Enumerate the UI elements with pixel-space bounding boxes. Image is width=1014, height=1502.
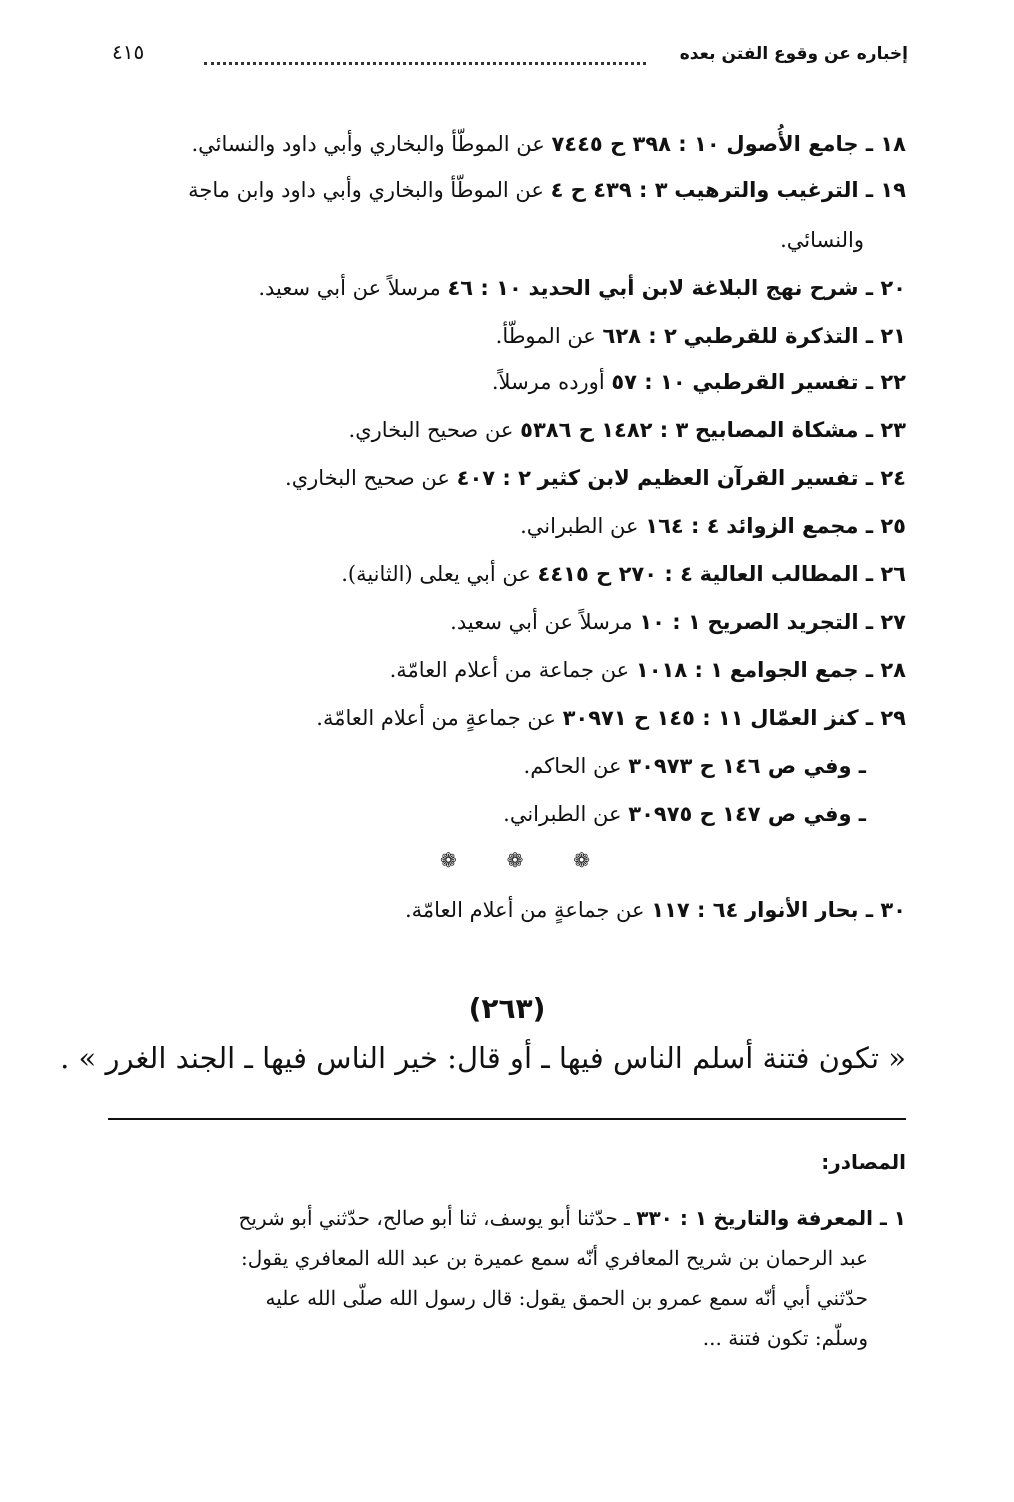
source-location: ١ : ٣٣٠	[636, 1206, 708, 1230]
source-line: ١ ـ المعرفة والتاريخ ١ : ٣٣٠ ـ حدّثنا أبو يوسف، ثنا أبو صالح، حدّثني أبو شريح	[238, 1206, 906, 1230]
page-number: ٤١٥	[112, 40, 145, 64]
star-ornament-icon: ❁	[506, 848, 524, 872]
reference-item: ٢١ ـ التذكرة للقرطبي ٢ : ٦٢٨ عن الموطّأ.	[495, 324, 906, 348]
reference-item: ٢٧ ـ التجريد الصريح ١ : ١٠ مرسلاً عن أبي سعيد.	[450, 610, 906, 634]
reference-location: ٣ : ٤٣٩ ح ٤	[550, 178, 668, 202]
reference-location: ٤ : ١٦٤	[645, 514, 720, 538]
reference-location: ١ : ١٠١٨	[635, 658, 724, 682]
source-item	[106, 1198, 906, 1358]
reference-title: التذكرة للقرطبي	[683, 324, 859, 348]
star-ornament-icon: ❁	[440, 848, 457, 872]
reference-title: جامع الأُصول	[726, 132, 859, 156]
reference-note: عن جماعة من أعلام العامّة.	[389, 658, 630, 682]
reference-item: ٣٠ ـ بحار الأنوار ٦٤ : ١١٧ عن جماعةٍ من أعلام العامّة.	[404, 898, 906, 922]
star-ornament-icon: ❁	[573, 848, 590, 872]
source-line: عبد الرحمان بن شريح المعافري أنّه سمع عميرة بن عبد الله المعافري يقول:	[240, 1246, 868, 1270]
reference-item: ٢٨ ـ جمع الجوامع ١ : ١٠١٨ عن جماعة من أعلام العامّة.	[389, 658, 906, 682]
reference-item: ١٨ ـ جامع الأُصول ١٠ : ٣٩٨ ح ٧٤٤٥ عن الموطّأ والبخاري وأبي داود والنسائي.	[191, 132, 906, 156]
reference-note: عن جماعةٍ من أعلام العامّة.	[404, 898, 645, 922]
reference-title: مجمع الزوائد	[726, 514, 859, 538]
reference-title: جمع الجوامع	[729, 658, 859, 682]
reference-title: الترغيب والترهيب	[674, 178, 859, 202]
reference-location: ١٠ : ٣٩٨ ح ٧٤٤٥	[551, 132, 720, 156]
running-header	[112, 38, 908, 78]
reference-item: ٢٠ ـ شرح نهج البلاغة لابن أبي الحديد ١٠ : ٤٦ مرسلاً عن أبي سعيد.	[258, 276, 906, 300]
reference-location: ٦٤ : ١١٧	[651, 898, 739, 922]
reference-item: ٢٤ ـ تفسير القرآن العظيم لابن كثير ٢ : ٤٠٧ عن صحيح البخاري.	[285, 466, 906, 490]
reference-note: عن الطبراني.	[520, 514, 639, 538]
hadith-number: (٢٦٣)	[468, 992, 546, 1025]
sub-reference-item: ـ وفي ص ١٤٦ ح ٣٠٩٧٣ عن الحاكم.	[523, 754, 866, 778]
reference-location: ١٠ : ٤٦	[447, 276, 522, 300]
reference-title: شرح نهج البلاغة لابن أبي الحديد	[528, 276, 859, 300]
hadith-text: « تكون فتنة أسلم الناس فيها ـ أو قال: خير الناس فيها ـ الجند الغرر » .	[60, 1041, 906, 1075]
reference-note: عن الموطّأ.	[495, 324, 596, 348]
reference-item: ٢٩ ـ كنز العمّال ١١ : ١٤٥ ح ٣٠٩٧١ عن جماعةٍ من أعلام العامّة.	[316, 706, 906, 730]
reference-note: عن جماعةٍ من أعلام العامّة.	[316, 706, 556, 730]
reference-item: ٢٢ ـ تفسير القرطبي ١٠ : ٥٧ أورده مرسلاً.	[491, 370, 906, 394]
reference-continuation: والنسائي.	[780, 228, 864, 252]
reference-item: ٢٣ ـ مشكاة المصابيح ٣ : ١٤٨٢ ح ٥٣٨٦ عن صحيح البخاري.	[348, 418, 906, 442]
reference-location: ٢ : ٦٢٨	[602, 324, 677, 348]
reference-item: ١٩ ـ الترغيب والترهيب ٣ : ٤٣٩ ح ٤ عن الموطّأ والبخاري وأبي داود وابن ماجة	[188, 178, 906, 202]
leader-dots	[204, 42, 646, 65]
reference-location: ١٠ : ٥٧	[611, 370, 686, 394]
reference-note: عن صحيح البخاري.	[348, 418, 514, 442]
reference-item: ٢٦ ـ المطالب العالية ٤ : ٢٧٠ ح ٤٤١٥ عن أبي يعلى (الثانية).	[341, 562, 906, 586]
section-divider-stars	[440, 848, 590, 872]
chapter-title: إخباره عن وقوع الفتن بعده	[679, 44, 908, 64]
reference-item: ٢٥ ـ مجمع الزوائد ٤ : ١٦٤ عن الطبراني.	[520, 514, 906, 538]
reference-location: ١ : ١٠	[639, 610, 701, 634]
sources-heading: المصادر:	[821, 1150, 906, 1174]
reference-note: عن الموطّأ والبخاري وأبي داود وابن ماجة	[188, 178, 544, 202]
source-line: حدّثني أبي أنّه سمع عمرو بن الحمق يقول: قال رسول الله صلّى الله عليه	[265, 1286, 868, 1310]
source-line: وسلّم: تكون فتنة ...	[702, 1326, 868, 1350]
source-title: المعرفة والتاريخ	[713, 1206, 874, 1230]
reference-location: ٣ : ١٤٨٢ ح ٥٣٨٦	[520, 418, 689, 442]
reference-title: تفسير القرآن العظيم لابن كثير	[537, 466, 859, 490]
reference-note: عن صحيح البخاري.	[285, 466, 450, 490]
reference-note: عن أبي يعلى (الثانية).	[341, 562, 531, 586]
reference-note: مرسلاً عن أبي سعيد.	[450, 610, 633, 634]
reference-note: أورده مرسلاً.	[491, 370, 605, 394]
reference-location: ٤ : ٢٧٠ ح ٤٤١٥	[537, 562, 693, 586]
reference-title: تفسير القرطبي	[692, 370, 859, 394]
reference-title: مشكاة المصابيح	[695, 418, 859, 442]
reference-location: ٢ : ٤٠٧	[456, 466, 531, 490]
reference-title: بحار الأنوار	[745, 898, 859, 922]
reference-location: ١١ : ١٤٥ ح ٣٠٩٧١	[562, 706, 744, 730]
reference-title: التجريد الصريح	[707, 610, 859, 634]
footnote-divider	[108, 1118, 906, 1120]
reference-title: المطالب العالية	[699, 562, 859, 586]
reference-note: مرسلاً عن أبي سعيد.	[258, 276, 441, 300]
reference-note: عن الموطّأ والبخاري وأبي داود والنسائي.	[191, 132, 545, 156]
reference-title: كنز العمّال	[750, 706, 859, 730]
sub-reference-item: ـ وفي ص ١٤٧ ح ٣٠٩٧٥ عن الطبراني.	[503, 802, 866, 826]
